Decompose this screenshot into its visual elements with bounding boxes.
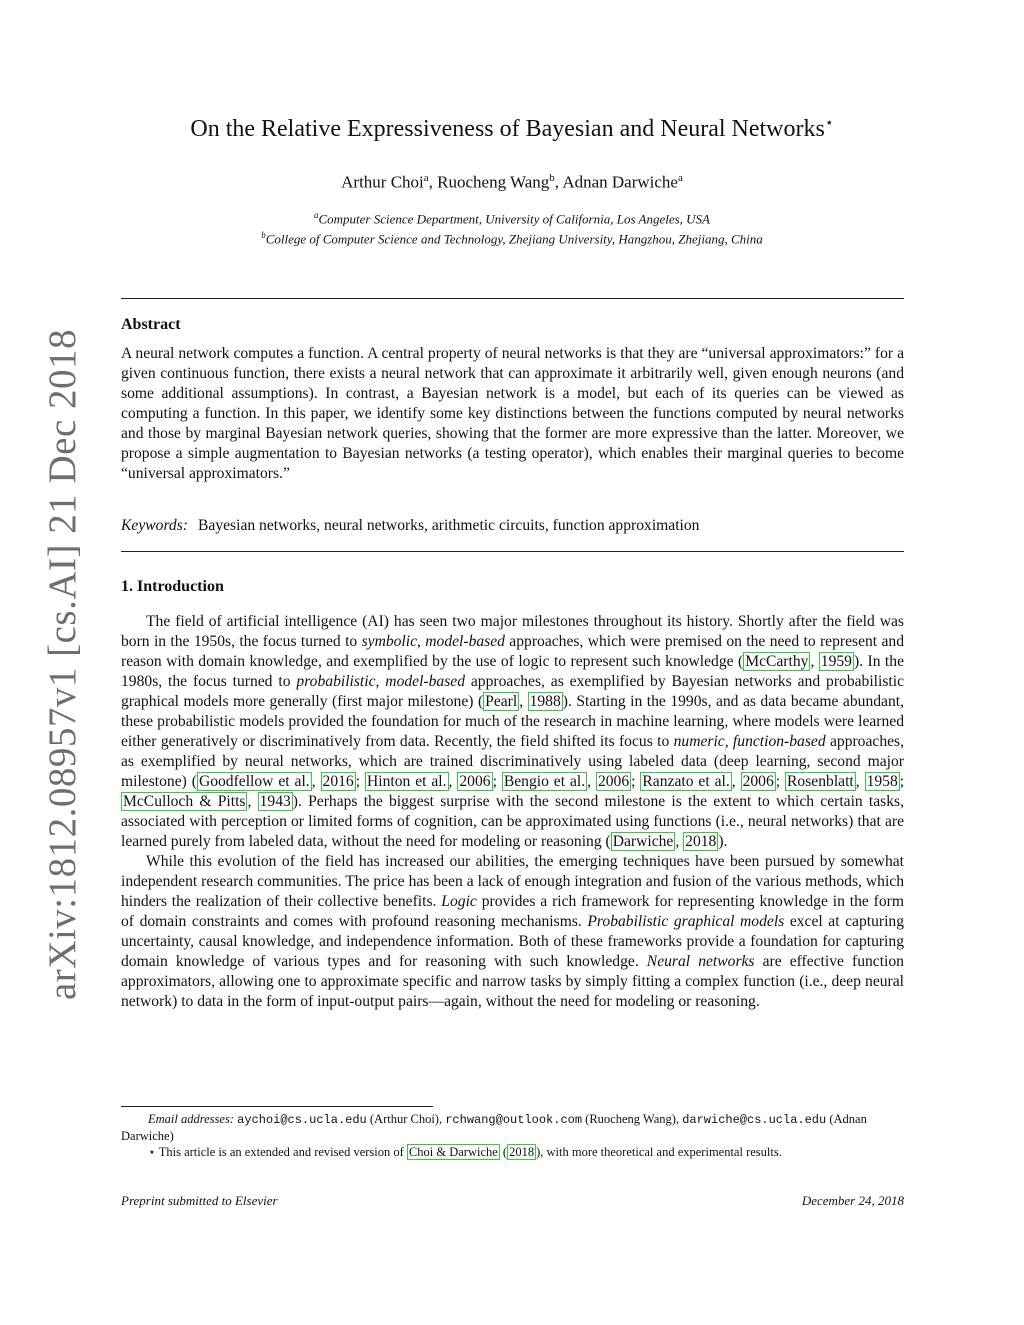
text-run: ). Perhaps the biggest surprise with the second milestone is the extent to which certain tasks, associated with perception or limited forms of cognition, can be approximated using functions (i.e., neural networks) that are learned purely from labeled data, without the need for modeling or reasoning ( [121, 793, 905, 850]
emphasis: Neural networks [646, 953, 755, 970]
keywords-text: Bayesian networks, neural networks, arithmetic circuits, function approximation [198, 517, 700, 534]
email-footnote [121, 1111, 904, 1144]
citation-year-link[interactable]: 1958 [866, 773, 898, 790]
section-heading-introduction: 1. Introduction [121, 578, 224, 595]
text-run: (Ruocheng Wang), [582, 1112, 683, 1126]
text-run: ( [499, 1145, 508, 1159]
citation-link[interactable]: Choi & Darwiche [408, 1145, 498, 1159]
text-run: , [675, 833, 684, 850]
author-name: Ruocheng Wang [437, 172, 550, 192]
text-run: , [810, 653, 819, 670]
citation-link[interactable]: Goodfellow et al. [198, 773, 310, 790]
author-name: Arthur Choi [341, 172, 424, 192]
title-footnote-mark: ⋆ [824, 116, 834, 131]
citation-year-link[interactable]: 2006 [597, 773, 630, 790]
text-run: ). [718, 833, 728, 850]
affiliation-mark: b [261, 230, 266, 241]
emphasis: numeric, function-based [673, 733, 826, 750]
text-run: , [855, 773, 865, 790]
citation-link[interactable]: McCulloch & Pitts [123, 793, 246, 810]
text-run: , [519, 693, 528, 710]
affiliations [0, 207, 1024, 248]
citation-link[interactable]: Bengio et al. [503, 773, 586, 790]
footnotes [121, 1111, 904, 1160]
footer-date: December 24, 2018 [801, 1193, 904, 1208]
citation-year-link[interactable]: 2018 [509, 1145, 535, 1159]
citation-link[interactable]: Pearl [485, 693, 518, 710]
abstract-heading: Abstract [121, 316, 181, 333]
citation-year-link[interactable]: 1959 [820, 653, 852, 670]
footer-preprint-note: Preprint submitted to Elsevier [121, 1193, 278, 1208]
text-run: This article is an extended and revised version of [155, 1145, 407, 1159]
author-list: Arthur Choi$^a$, Ruocheng Wang$^b$, Adnan Darwiche$^a$ [341, 172, 683, 192]
citation-link[interactable]: Rosenblatt [787, 773, 854, 790]
email-label: Email addresses: [148, 1112, 234, 1126]
citation-link[interactable]: McCarthy [745, 653, 809, 670]
emphasis: symbolic, model-based [361, 633, 505, 650]
citation-link[interactable]: Ranzato et al. [642, 773, 730, 790]
text-run: , [731, 773, 741, 790]
citation-link[interactable]: Hinton et al. [366, 773, 447, 790]
text-run: ; [775, 773, 786, 790]
email-link[interactable]: rchwang@outlook.com [445, 1113, 583, 1127]
affiliation-line [0, 227, 1024, 247]
text-run: The field of artificial intelligence (AI) has seen two major milestones throughout its history. Shortly after the field was born in the 1950s, the focus turned to [121, 613, 904, 650]
text-run: (Arthur Choi), [366, 1112, 446, 1126]
text-run: While this evolution of the field has increased our abilities, the emerging techniques have been pursued by somewhat independent research communities. The price has been a lack of enough integration and fusion of the various methods, which hinders the realization of their collective benefits. [121, 853, 904, 910]
version-footnote [121, 1144, 904, 1160]
text-run: , [247, 793, 258, 810]
author-affil-mark: b [549, 172, 555, 184]
paper-title [0, 115, 1024, 143]
author-affil-mark: a [423, 172, 429, 184]
emphasis: Probabilistic graphical models [587, 913, 785, 930]
text-run: provides a rich framework for representing knowledge in the form of domain constraints and comes with profound reasoning mechanisms. [121, 893, 904, 930]
abstract-top-rule [121, 298, 904, 299]
text-run: ), with more theoretical and experimental results. [536, 1145, 782, 1159]
text-run: approaches, as exemplified by Bayesian networks and probabilistic graphical models more generally (first major milestone) ( [121, 673, 904, 710]
keywords-line [121, 517, 904, 535]
arxiv-identifier: arXiv:1812.08957v1 [cs.AI] 21 Dec 2018 [41, 328, 84, 1000]
keywords-label: Keywords: [121, 517, 188, 534]
affiliation-text: Computer Science Department, University of California, Los Angeles, USA [318, 211, 711, 227]
text-run: , [587, 773, 596, 790]
email-link[interactable]: aychoi@cs.ucla.edu [237, 1113, 367, 1127]
text-run: ; [492, 773, 502, 790]
text-run: , [311, 773, 321, 790]
citation-year-link[interactable]: 1988 [529, 693, 561, 710]
text-run: ). In the 1980s, the focus turned to [121, 653, 904, 690]
text-run: approaches, which were premised on the need to represent and reason with domain knowledge, and exemplified by the use of logic to represent such knowledge ( [121, 633, 904, 670]
affiliation-line [0, 207, 1024, 227]
affiliation-mark: a [313, 210, 319, 220]
text-run: ). Starting in the 1990s, and as data became abundant, these probabilistic models provided the foundation for much of the research in machine learning, where models were learned either generatively or discriminatively from data. Recently, the field shifted its focus to [121, 693, 904, 750]
email-link[interactable]: darwiche@cs.ucla.edu [682, 1113, 827, 1127]
citation-year-link[interactable]: 2018 [685, 833, 717, 850]
citation-year-link[interactable]: 2006 [742, 773, 774, 790]
citation-year-link[interactable]: 2016 [322, 773, 354, 790]
emphasis: Logic [441, 893, 477, 910]
text-run: ; [631, 773, 641, 790]
affiliation-text: College of Computer Science and Technology, Zhejiang University, Hangzhou, Zhejiang, China [265, 231, 763, 247]
footnote-mark: ⋆ [148, 1145, 156, 1159]
text-run: are effective function approximators, allowing one to approximate specific and narrow tasks by simply fitting a complex function (i.e., deep neural network) to data in the form of input-output pairs—again, without the need for modeling or reasoning. [121, 953, 904, 1010]
paragraph [121, 612, 904, 852]
citation-year-link[interactable]: 1943 [259, 793, 291, 810]
abstract-bottom-rule [121, 551, 904, 552]
text-run: (Adnan Darwiche) [121, 1112, 867, 1143]
paragraph [121, 852, 904, 1012]
emphasis: probabilistic, model-based [296, 673, 465, 690]
text-run: excel at capturing uncertainty, causal knowledge, and independence information. Both of these frameworks provide a foundation for capturing domain knowledge of various types and for reasoning with such knowledge. [121, 913, 905, 970]
paper-title-text: On the Relative Expressiveness of Bayesian and Neural Networks [190, 116, 825, 142]
text-run: ; [899, 773, 905, 790]
text-run: ; [355, 773, 365, 790]
footnote-rule [121, 1106, 433, 1107]
citation-link[interactable]: Darwiche [612, 833, 674, 850]
introduction-body [121, 612, 904, 1012]
author-affil-mark: a [677, 172, 683, 184]
text-run: , [448, 773, 458, 790]
citation-year-link[interactable]: 2006 [459, 773, 491, 790]
author-name: Adnan Darwiche [562, 172, 678, 192]
text-run: approaches, as exemplified by neural networks, which are trained discriminatively using labeled data (deep learning, second major milestone) ( [121, 733, 905, 790]
abstract-text: A neural network computes a function. A central property of neural networks is that they are “universal approximators:” for a given continuous function, there exists a neural network that can approximate it arbitrarily well, given enough neurons (and some additional assumptions). In contrast, a Bayesian network is a model, but each of its queries can be viewed as computing a function. In this paper, we identify some key distinctions between the functions computed by neural networks and those by marginal Bayesian network queries, showing that the former are more expressive than the latter. Moreover, we propose a simple augmentation to Bayesian networks (a testing operator), which enables their marginal queries to become “universal approximators.” [121, 345, 904, 482]
